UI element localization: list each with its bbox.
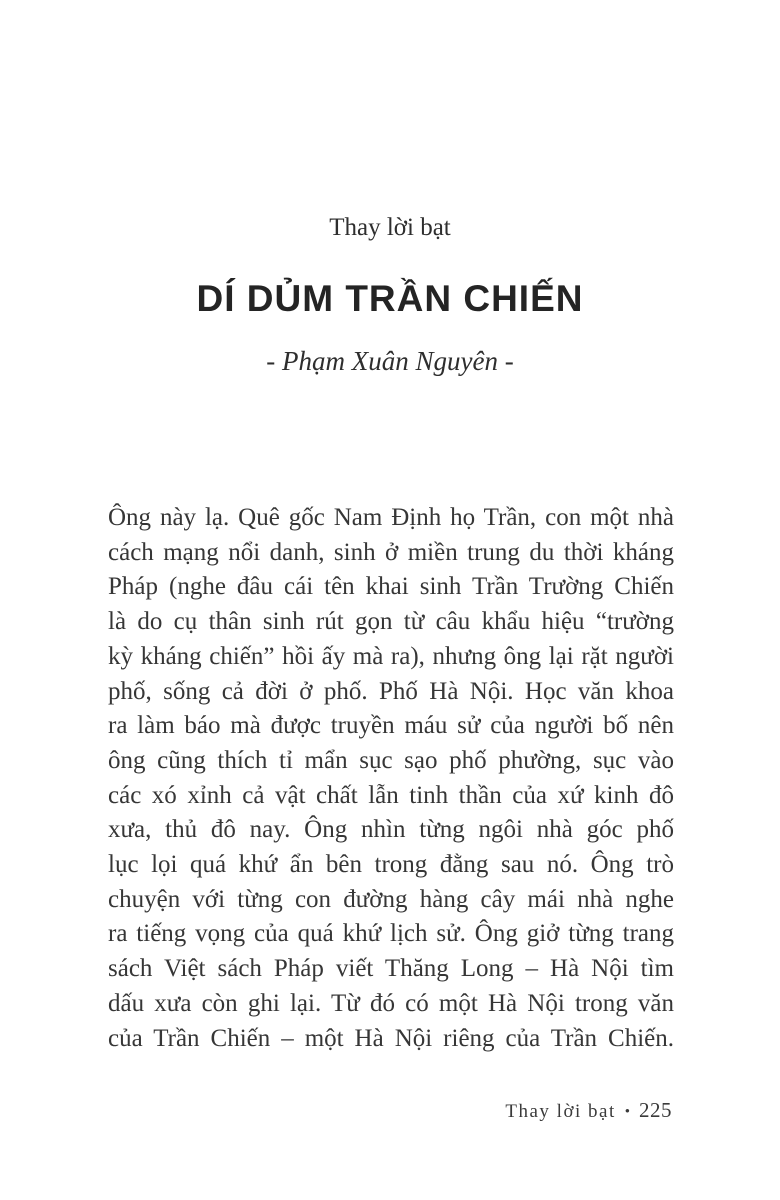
body-line: phố, sống cả đời ở phố. Phố Hà Nội. Học văn khoa [108,677,674,705]
body-line: ông cũng thích tỉ mẩn sục sạo phố phường, sục vào [108,746,674,774]
body-line: kỳ kháng chiến” hồi ấy mà ra), nhưng ông lại rặt người [108,642,674,670]
author-byline: - Phạm Xuân Nguyên - [266,346,514,376]
body-line: là do cụ thân sinh rút gọn từ câu khẩu hiệu “trường [108,608,674,636]
chapter-title: DÍ DỦM TRẦN CHIẾN [196,278,584,319]
body-line: sách Việt sách Pháp viết Thăng Long – Hà Nội tìm [108,955,674,983]
body-line: Pháp (nghe đâu cái tên khai sinh Trần Trường Chiến [108,573,674,601]
body-line: lục lọi quá khứ ẩn bên trong đằng sau nó. Ông trò [108,851,674,879]
page-footer [505,1098,672,1123]
body-line: chuyện với từng con đường hàng cây mái nhà nghe [108,885,674,913]
body-line: xưa, thủ đô nay. Ông nhìn từng ngôi nhà góc phố [108,816,674,844]
body-line: ra làm báo mà được truyền máu sử của người bố nên [108,712,674,740]
body-line: dấu xưa còn ghi lại. Từ đó có một Hà Nội trong văn [108,989,674,1017]
body-line: Ông này lạ. Quê gốc Nam Định họ Trần, con một nhà [108,504,674,531]
body-line: các xó xỉnh cả vật chất lẫn tinh thần của xứ kinh đô [108,781,674,809]
footer-section-label: Thay lời bạt [505,1101,616,1122]
body-line: của Trần Chiến – một Hà Nội riêng của Trần Chiến. [108,1024,674,1052]
body-line: ra tiếng vọng của quá khứ lịch sử. Ông giở từng trang [108,920,674,948]
section-kicker: Thay lời bạt [329,214,451,241]
body-line: cách mạng nổi danh, sinh ở miền trung du thời kháng [108,538,674,566]
body-paragraph [108,501,674,1056]
page-number: 225 [639,1098,672,1122]
footer-separator-bullet: • [624,1104,630,1120]
